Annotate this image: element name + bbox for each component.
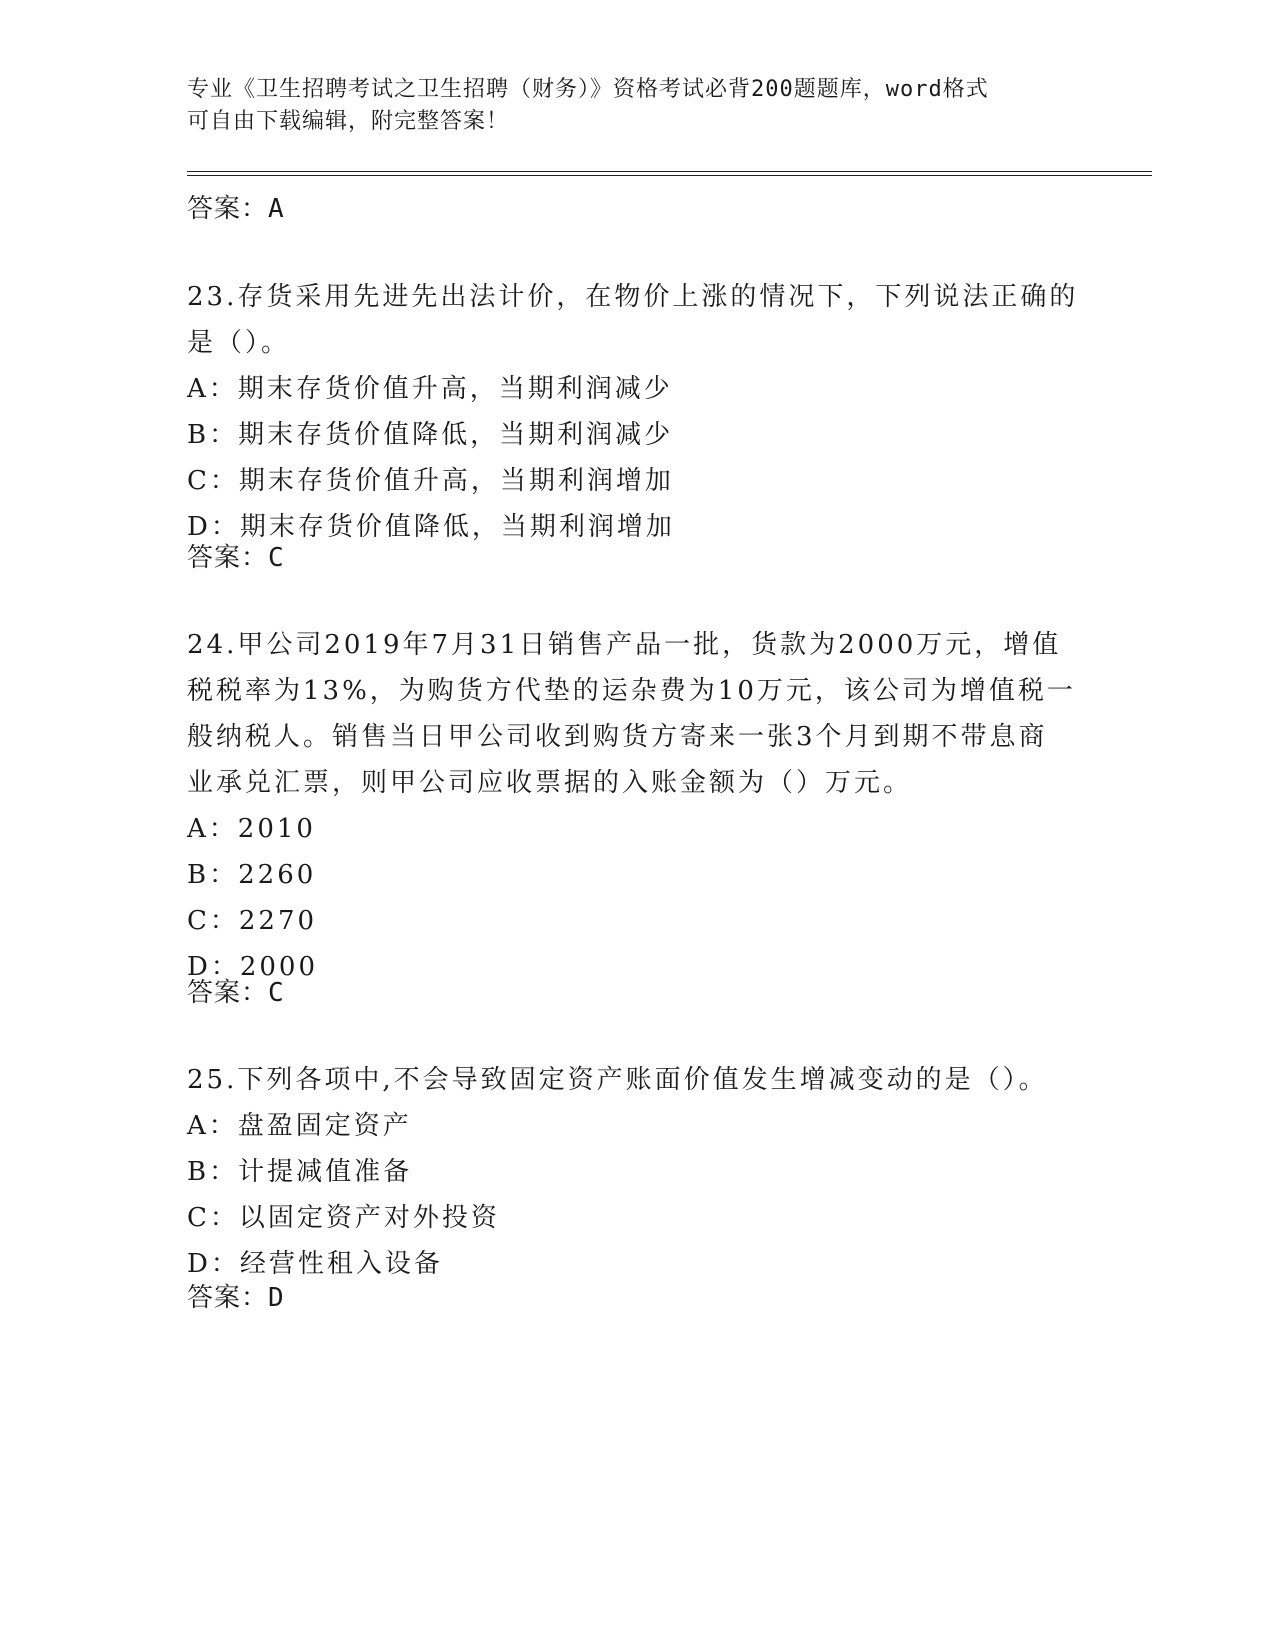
answer-23: 答案：C [187, 543, 285, 573]
question-stem-line: 般纳税人。销售当日甲公司收到购货方寄来一张3个月到期不带息商 [187, 722, 1048, 752]
option-a: A：2010 [187, 814, 316, 844]
header-rule-top [187, 171, 1152, 172]
header-line-2: 可自由下载编辑，附完整答案！ [187, 109, 510, 134]
header-rule-bottom [187, 175, 1152, 176]
answer-25: 答案：D [187, 1283, 285, 1313]
question-23 [187, 274, 1087, 550]
question-stem-line: 24.甲公司2019年7月31日销售产品一批，货款为2000万元，增值 [187, 630, 1062, 660]
option-d: D：经营性租入设备 [187, 1249, 443, 1279]
option-a: A：盘盈固定资产 [187, 1111, 412, 1141]
option-a: A：期末存货价值升高，当期利润减少 [187, 374, 673, 404]
question-25 [187, 1057, 1087, 1287]
question-stem-line: 是（）。 [187, 328, 291, 358]
question-stem-line: 税税率为13%，为购货方代垫的运杂费为10万元，该公司为增值税一 [187, 676, 1076, 706]
document-header [187, 74, 1067, 138]
option-b: B：2260 [187, 860, 317, 890]
option-c: C：以固定资产对外投资 [187, 1203, 500, 1233]
question-24 [187, 622, 1087, 990]
question-stem-line: 23.存货采用先进先出法计价，在物价上涨的情况下，下列说法正确的 [187, 282, 1079, 312]
option-d: D：2000 [187, 952, 319, 982]
option-b: B：计提减值准备 [187, 1157, 413, 1187]
option-c: C：期末存货价值升高，当期利润增加 [187, 466, 674, 496]
question-stem-line: 业承兑汇票，则甲公司应收票据的入账金额为（）万元。 [187, 768, 913, 798]
question-stem-line: 25.下列各项中,不会导致固定资产账面价值发生增减变动的是（）。 [187, 1065, 1048, 1095]
option-b: B：期末存货价值降低，当期利润减少 [187, 420, 674, 450]
answer-22: 答案：A [187, 194, 285, 224]
header-line-1: 专业《卫生招聘考试之卫生招聘（财务）》资格考试必背200题题库，word格式 [187, 77, 989, 102]
answer-24: 答案：C [187, 978, 285, 1008]
option-c: C：2270 [187, 906, 318, 936]
option-d: D：期末存货价值降低，当期利润增加 [187, 512, 675, 542]
